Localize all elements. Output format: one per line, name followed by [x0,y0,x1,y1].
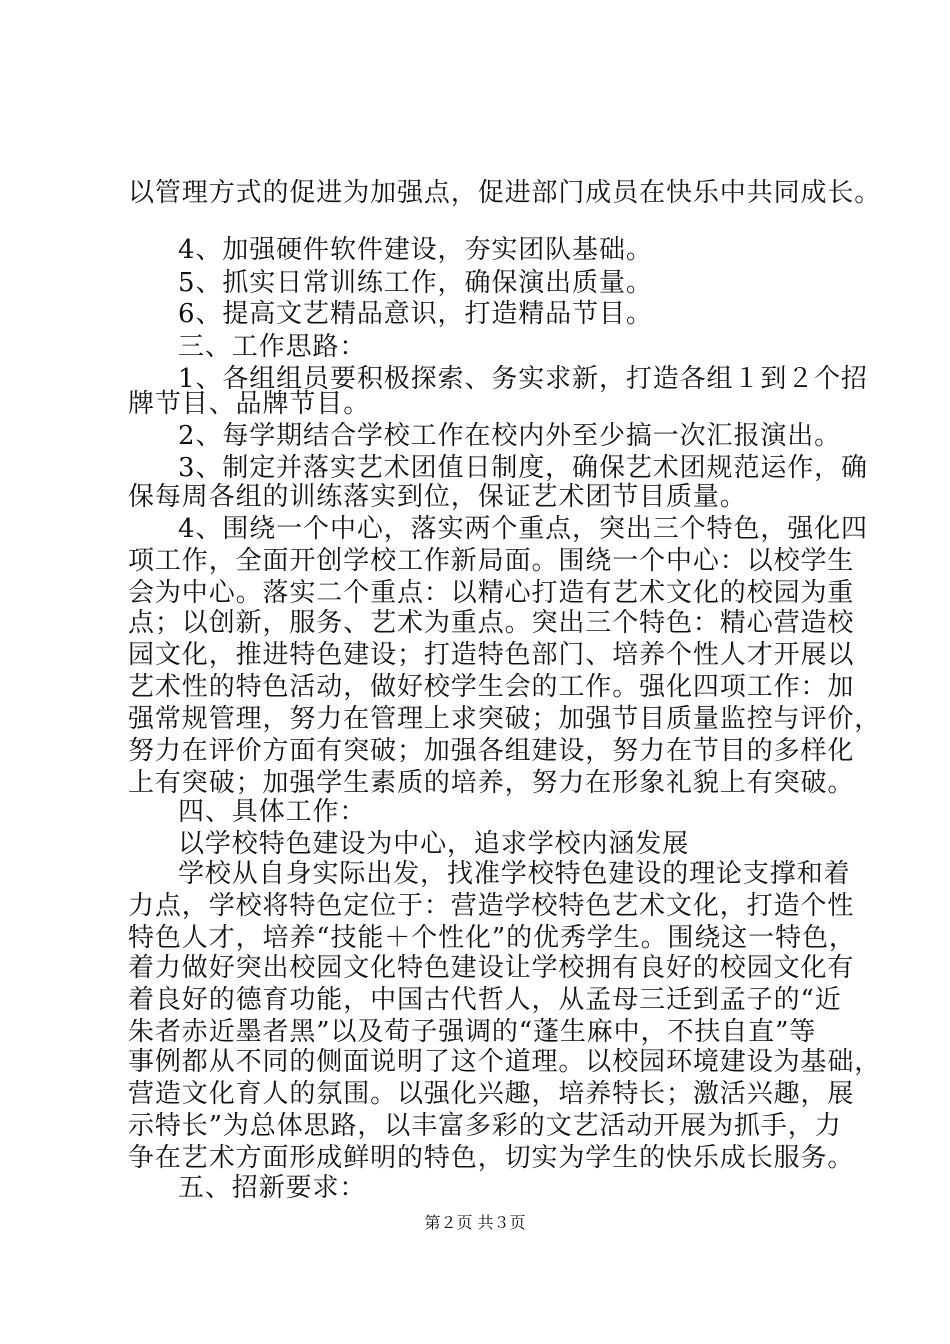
text-line: 朱者赤近墨者黑”以及荀子强调的“蓬生麻中，不扶自直”等 [128,1017,817,1047]
text-line: 5、抓实日常训练工作，确保演出质量。 [178,268,653,298]
text-line: 6、提高文艺精品意识，打造精品节目。 [178,299,653,329]
text-line: 学校从自身实际出发，找准学校特色建设的理论支撑和着 [178,859,851,889]
text-line: 上有突破；加强学生素质的培养，努力在形象礼貌上有突破。 [128,768,855,798]
text-line: 以管理方式的促进为加强点，促进部门成员在快乐中共同成长。 [128,178,882,208]
text-line: 保每周各组的训练落实到位，保证艺术团节目质量。 [128,482,747,512]
text-line: 示特长”为总体思路，以丰富多彩的文艺活动开展为抓手，力 [128,1111,842,1141]
text-line: 艺术性的特色活动，做好校学生会的工作。强化四项工作：加 [128,672,855,702]
text-line: 着力做好突出校园文化特色建设让学校拥有良好的校园文化有 [128,953,855,983]
text-line: 3、制定并落实艺术团值日制度，确保艺术团规范运作，确 [178,453,868,483]
text-line: 项工作，全面开创学校工作新局面。围绕一个中心：以校学生 [128,546,855,576]
section-heading: 四、具体工作： [178,797,367,827]
page-footer: 第２页 共３页 [424,1213,526,1232]
text-line: 强常规管理，努力在管理上求突破；加强节目质量监控与评价， [128,704,882,734]
text-line: 以学校特色建设为中心，追求学校内涵发展 [178,829,690,859]
text-line: 着良好的德育功能，中国古代哲人，从孟母三迁到孟子的“近 [128,985,842,1015]
section-heading: 五、招新要求： [178,1173,367,1203]
text-line: 努力在评价方面有突破；加强各组建设，努力在节目的多样化 [128,736,855,766]
text-line: 争在艺术方面形成鲜明的特色，切实为学生的快乐成长服务。 [128,1143,855,1173]
text-line: 牌节目、品牌节目。 [128,389,371,419]
text-line: 1、各组组员要积极探索、务实求新，打造各组１到２个招 [178,364,868,394]
text-line: 点；以创新，服务、艺术为重点。突出三个特色：精心营造校 [128,608,855,638]
text-line: 园文化，推进特色建设；打造特色部门、培养个性人才开展以 [128,640,855,670]
text-line: 营造文化育人的氛围。以强化兴趣，培养特长；激活兴趣，展 [128,1079,855,1109]
text-line: 特色人才，培养“技能＋个性化”的优秀学生。围绕这一特色， [128,923,856,953]
text-line: 2、每学期结合学校工作在校内外至少搞一次汇报演出。 [178,421,842,451]
text-line: 事例都从不同的侧面说明了这个道理。以校园环境建设为基础， [128,1047,882,1077]
text-line: 会为中心。落实二个重点：以精心打造有艺术文化的校园为重 [128,578,855,608]
text-line: 力点，学校将特色定位于：营造学校特色艺术文化，打造个性 [128,891,855,921]
section-heading: 三、工作思路： [178,332,367,362]
text-line: 4、加强硬件软件建设，夯实团队基础。 [178,235,653,265]
text-line: 4、围绕一个中心，落实两个重点，突出三个特色，强化四 [178,514,868,544]
